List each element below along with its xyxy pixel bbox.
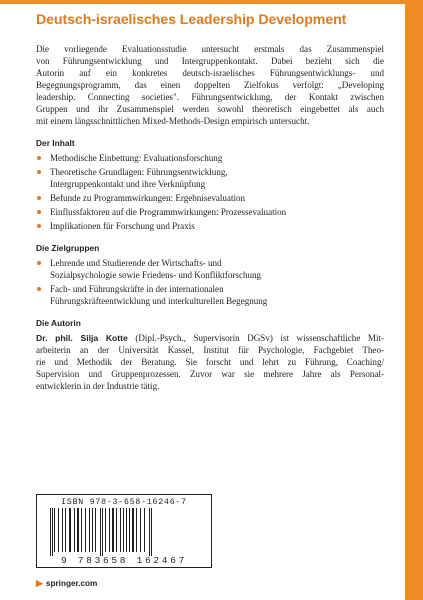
barcode-bar: [89, 508, 90, 552]
barcode-digits: 9 783658 162467: [60, 555, 187, 566]
intro-line: Begegnungsprogramm, das einen doppelten Zielfokus verfolgt: „Developing: [36, 80, 384, 90]
barcode-bar: [62, 508, 63, 552]
inhalt-list: [36, 152, 384, 232]
barcode-bar: [126, 508, 127, 552]
barcode-bar: [105, 508, 106, 552]
list-item: Implikationen für Forschung und Praxis: [36, 220, 384, 232]
barcode-bar: [112, 508, 114, 552]
isbn-barcode-box: [36, 494, 212, 568]
spine-accent-bar: [405, 0, 423, 600]
author-bio-line: (Dipl.-Psych., Supervisorin DGSv) ist wissenschaftliche Mit-: [127, 333, 384, 343]
intro-line: mit einem längsschnittlichen Mixed-Methods-Design empirisch untersucht.: [36, 116, 310, 126]
barcode-bar: [95, 508, 96, 552]
top-accent-bar: [0, 0, 423, 4]
author-bio-line: rie und Methodik der Beratung. Sie forscht und lehrt zu Führung, Coaching/: [36, 357, 384, 367]
list-item: Methodische Einbettung: Evaluationsforschung: [36, 152, 384, 164]
section-heading-autorin: Die Autorin: [36, 318, 81, 328]
section-heading-inhalt: Der Inhalt: [36, 138, 75, 148]
barcode-bar: [85, 508, 86, 552]
barcode-bar: [52, 508, 53, 556]
barcode-bar: [100, 508, 101, 556]
back-cover-content: [36, 12, 384, 392]
intro-line: von Führungsentwicklung und Intergruppenkontakt. Dabei bezieht sich die: [36, 56, 384, 66]
barcode-bar: [151, 508, 152, 556]
author-bio-line: Supervision und Gruppenprozessen. Zuvor war sie mehrere Jahre als Personal-: [36, 369, 384, 379]
barcode-bar: [116, 508, 117, 552]
author-bio: [36, 332, 384, 392]
barcode-bar: [58, 508, 59, 552]
intro-paragraph: [36, 43, 384, 127]
list-item: Theoretische Grundlagen: Führungsentwicklung, Intergruppenkontakt und ihre Verknüpfung: [36, 166, 384, 190]
barcode-bar: [69, 508, 71, 552]
barcode-bar: [74, 508, 75, 552]
intro-line: Gruppen und ihr Zusammenspiel werden sowohl theoretisch eingebettet als auch: [36, 104, 384, 114]
list-item: Lehrende und Studierende der Wirtschafts- und Sozialpsychologie sowie Friedens- und Konfliktforschung: [36, 257, 384, 281]
intro-line: Die vorliegende Evaluationsstudie untersucht erstmals das Zusammenspiel: [36, 44, 384, 54]
publisher-link[interactable]: [36, 578, 97, 589]
isbn-label: ISBN 978-3-658-16246-7: [61, 498, 187, 507]
author-name: Dr. phil. Silja Kotte: [36, 333, 128, 343]
author-bio-line: entwicklerin in der Industrie tätig.: [36, 381, 160, 391]
publisher-url: springer.com: [45, 579, 98, 588]
barcode-icon: [44, 508, 204, 556]
list-item: Befunde zu Programmwirkungen: Ergebnisevaluation: [36, 192, 384, 204]
intro-line: Autorin auf ein konkretes deutsch-israelisches Führungsentwicklungs- und: [36, 68, 384, 78]
barcode-bar: [144, 508, 145, 552]
barcode-bar: [50, 508, 51, 556]
author-bio-line: arbeiterin an der Universität Kassel, Institut für Psychologie, Fachgebiet Theo-: [36, 345, 384, 355]
list-item: Fach- und Führungskräfte in der internationalen Führungskräfteentwicklung und interkulturellen Begegnung: [36, 283, 384, 307]
list-item: Einflussfaktoren auf die Programmwirkungen: Prozessevaluation: [36, 206, 384, 218]
intro-line: leadership. Connecting societies". Führungsentwicklung, der Kontakt zwischen: [36, 92, 384, 102]
barcode-bar: [65, 508, 66, 552]
zielgruppen-list: [36, 257, 384, 307]
barcode-bar: [102, 508, 103, 556]
section-heading-zielgruppen: Die Zielgruppen: [36, 243, 100, 253]
barcode-bar: [54, 508, 55, 552]
barcode-bar: [77, 508, 79, 552]
book-title: Deutsch-israelisches Leadership Development: [36, 12, 347, 28]
barcode-bar: [123, 508, 124, 552]
barcode-bar: [129, 508, 130, 552]
barcode-bar: [92, 508, 93, 552]
barcode-bar: [109, 508, 110, 552]
barcode-bar: [136, 508, 137, 552]
barcode-bar: [132, 508, 134, 552]
barcode-bar: [120, 508, 121, 552]
barcode-bar: [140, 508, 141, 552]
barcode-bar: [149, 508, 150, 556]
barcode-bar: [81, 508, 82, 552]
arrow-right-icon: ▶: [36, 578, 43, 588]
